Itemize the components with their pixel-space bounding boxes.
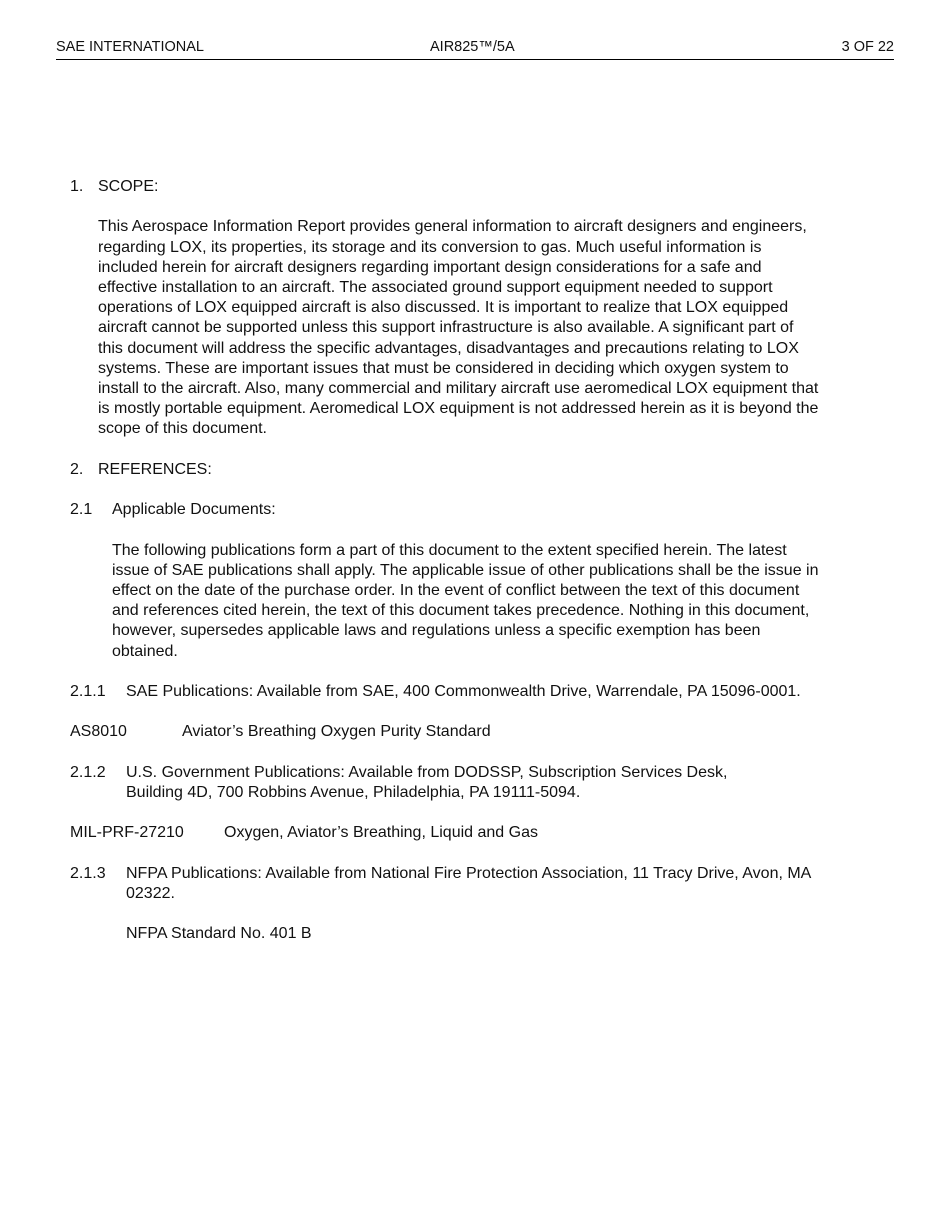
reference-document-title: Oxygen, Aviator’s Breathing, Liquid and Gas [224, 824, 538, 842]
text-line: The following publications form a part of this document to the extent specified herein. The latest [112, 541, 787, 559]
section-number: 2.1.1 [70, 683, 106, 700]
section-number: 2.1.3 [70, 864, 106, 882]
section-title: SCOPE: [98, 178, 159, 195]
section-title: REFERENCES: [98, 460, 212, 478]
text-line: issue of SAE publications shall apply. The applicable issue of other publications shall be the issue in [112, 561, 819, 579]
scope-paragraph [98, 217, 870, 439]
text-line: is mostly portable equipment. Aeromedical LOX equipment is not addressed herein as it is beyond the [98, 400, 819, 418]
header-page-number: 3 OF 22 [841, 39, 894, 55]
reference-document-title: Aviator’s Breathing Oxygen Purity Standard [182, 723, 491, 741]
section-text: SAE Publications: Available from SAE, 400 Commonwealth Drive, Warrendale, PA 15096-0001. [126, 683, 801, 700]
reference-document-row [70, 722, 870, 742]
section-scope-heading [70, 177, 870, 197]
reference-document-title: NFPA Standard No. 401 B [126, 925, 312, 943]
text-line: regarding LOX, its properties, its storage and its conversion to gas. Much useful information is [98, 238, 762, 256]
section-applicable-heading [70, 500, 870, 520]
header-document-number: AIR825™/5A [430, 39, 515, 55]
section-number: 2.1.2 [70, 763, 106, 781]
section-number: 2. [70, 460, 84, 478]
reference-document-id: MIL-PRF-27210 [70, 824, 184, 842]
section-title: Applicable Documents: [112, 501, 276, 519]
text-line: effective installation to an aircraft. The associated ground support equipment needed to support [98, 279, 773, 296]
text-line: aircraft cannot be supported unless this support infrastructure is also available. A significant part of [98, 319, 794, 337]
section-nfpa-publications [70, 864, 870, 884]
text-line: 02322. [126, 884, 175, 902]
text-line: effect on the date of the purchase order. In the event of conflict between the text of this document [112, 582, 800, 599]
text-line: scope of this document. [98, 420, 267, 438]
section-references-heading [70, 460, 870, 480]
section-text: U.S. Government Publications: Available from DODSSP, Subscription Services Desk, [126, 763, 728, 781]
text-line: systems. These are important issues that must be considered in deciding which oxygen system to [98, 359, 789, 377]
section-number: 1. [70, 178, 84, 195]
section-number: 2.1 [70, 501, 93, 519]
text-line: however, supersedes applicable laws and regulations unless a specific exemption has been [112, 622, 761, 640]
reference-document-id: AS8010 [70, 723, 127, 741]
page-header [56, 38, 894, 60]
text-line: Building 4D, 700 Robbins Avenue, Philadelphia, PA 19111-5094. [126, 783, 581, 801]
section-usgov-publications [70, 763, 870, 783]
section-text: NFPA Publications: Available from National Fire Protection Association, 11 Tracy Drive, Avon, MA [126, 864, 812, 882]
text-line: this document will address the specific advantages, disadvantages and precautions relating to LOX [98, 339, 799, 357]
header-organization: SAE INTERNATIONAL [56, 39, 204, 55]
text-line: included herein for aircraft designers regarding important design considerations for a safe and [98, 258, 762, 276]
reference-document-row [70, 823, 870, 843]
text-line: This Aerospace Information Report provides general information to aircraft designers and engineers, [98, 218, 807, 236]
document-body [70, 177, 870, 945]
text-line: operations of LOX equipped aircraft is also discussed. It is important to realize that LOX equipped [98, 299, 789, 317]
section-sae-publications [70, 682, 870, 702]
text-line: and references cited herein, the text of this document takes precedence. Nothing in this document, [112, 602, 810, 620]
text-line: obtained. [112, 642, 178, 660]
text-line: install to the aircraft. Also, many commercial and military aircraft use aeromedical LOX equipment that [98, 380, 819, 398]
applicable-paragraph [112, 541, 870, 662]
